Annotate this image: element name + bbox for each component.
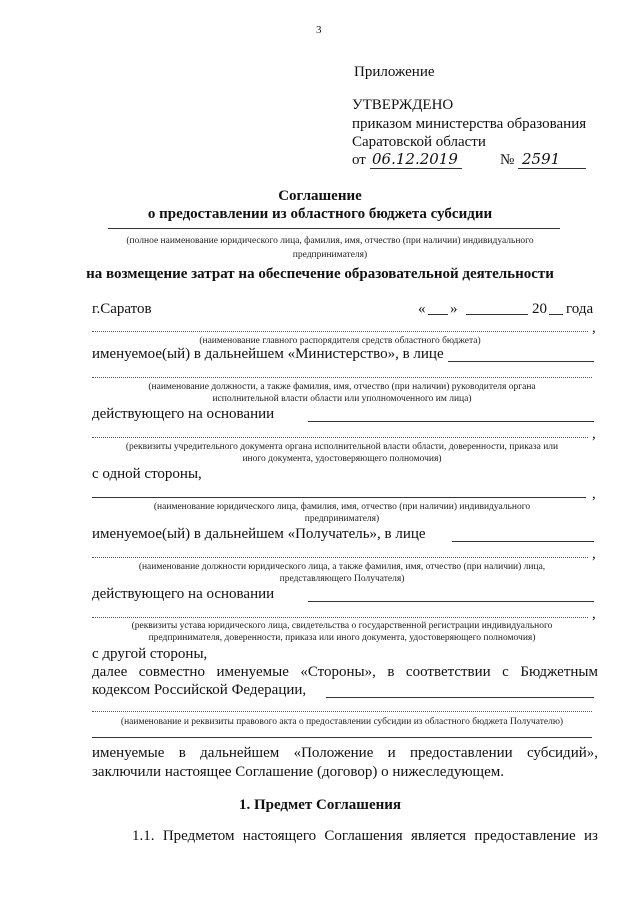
caption-recipient-2: предпринимателя) (304, 514, 380, 524)
caption-recipient-basis-1: (реквизиты устава юридического лица, свидетельства о государственной регистрации индивидуального (131, 621, 553, 631)
paragraph-1-1: 1.1. Предметом настоящего Соглашения является предоставление из (132, 828, 598, 844)
caption-ministry-rep-1: (наименование должности, а также фамилия, имя, отчество (при наличии) руководителя органа (148, 382, 536, 392)
city: г.Саратов (92, 301, 152, 317)
date-close-quote: » (450, 301, 458, 317)
appendix-label: Приложение (354, 64, 435, 80)
caption-recipient-rep-2: представляющего Получателя) (279, 574, 405, 584)
acting-basis-2-line-a (308, 601, 594, 602)
date-open-quote: « (418, 301, 426, 317)
ministry-line: именуемое(ый) в дальнейшем «Министерство», в лице (92, 346, 444, 362)
caption-recipient-rep-1: (наименование должности юридического лица, а также фамилия, имя, отчество (при наличии) лица, (138, 562, 546, 572)
date-underline (370, 168, 462, 169)
caption-ministry-basis-1: (реквизиты учредительного документа органа исполнительной власти области, доверенности, приказа или (125, 442, 559, 452)
caption-recipient-1: (наименование юридического лица, фамилия, имя, отчество (при наличии) индивидуального (153, 502, 531, 512)
month-blank (466, 314, 528, 315)
order-number-handwritten: 2591 (522, 150, 561, 168)
recipient-caption-2: предпринимателя) (292, 250, 368, 260)
acting-basis-1-line-a (308, 421, 594, 422)
order-number-prefix: № (500, 152, 515, 168)
jointly-line: далее совместно именуемые «Стороны», в соответствии с Бюджетным (92, 664, 598, 680)
caption-ministry-rep-2: исполнительной власти области или уполномоченного им лица) (212, 394, 472, 404)
day-blank (428, 314, 448, 315)
order-date-handwritten: 06.12.2019 (372, 150, 458, 168)
one-side: с одной стороны, (92, 466, 202, 482)
year-blank (549, 314, 563, 315)
caption-ministry: (наименование главного распорядителя средств областного бюджета) (199, 336, 481, 346)
comma-3: , (592, 486, 596, 502)
comma-1: , (592, 320, 596, 336)
legal-act-line-b (92, 711, 592, 712)
recipient-rep-line-b (92, 557, 588, 558)
recipient-caption-1: (полное наименование юридического лица, фамилия, имя, отчество (при наличии) индивидуального (126, 236, 534, 246)
number-underline (518, 168, 586, 169)
order-line-2: Саратовской области (352, 134, 486, 150)
acting-basis-2-line-b (92, 617, 588, 618)
recipient-name-line-2 (92, 497, 586, 498)
year-suffix: года (566, 301, 594, 317)
concluded-line: заключили настоящее Соглашение (договор) о нижеследующем. (92, 764, 504, 780)
order-date-prefix: от (352, 152, 366, 168)
acting-basis-1: действующего на основании (92, 406, 275, 422)
legal-act-line-a (326, 697, 594, 698)
agreement-title: Соглашение (278, 188, 362, 204)
comma-5: , (592, 606, 596, 622)
recipient-line: именуемое(ый) в дальнейшем «Получатель», в лице (92, 526, 426, 542)
agreement-subtitle: о предоставлении из областного бюджета субсидии (147, 206, 493, 222)
ministry-name-line (92, 331, 588, 332)
recipient-rep-line-a (452, 541, 594, 542)
legal-act-line-c (92, 737, 592, 738)
approved-label: УТВЕРЖДЕНО (352, 97, 454, 113)
acting-basis-1-line-b (92, 437, 588, 438)
other-side: с другой стороны, (92, 646, 208, 662)
ministry-rep-line-a (448, 361, 594, 362)
named-line: именуемые в дальнейшем «Положение и предоставлении субсидий», (92, 745, 598, 761)
acting-basis-2: действующего на основании (92, 586, 275, 602)
caption-legal-act: (наименование и реквизиты правового акта о предоставлении субсидии из областного бюджета Получателю) (120, 717, 564, 727)
caption-ministry-basis-2: иного документа, удостоверяющего полномочия) (242, 454, 442, 464)
comma-4: , (592, 546, 596, 562)
ministry-rep-line-b (92, 377, 592, 378)
recipient-name-line (108, 228, 560, 229)
code-line: кодексом Российской Федерации, (92, 682, 307, 698)
section-1-heading: 1. Предмет Соглашения (238, 797, 402, 813)
agreement-purpose: на возмещение затрат на обеспечение образовательной деятельности (86, 266, 554, 282)
order-line-1: приказом министерства образования (352, 116, 587, 132)
comma-2: , (592, 426, 596, 442)
page-number: 3 (316, 24, 322, 36)
caption-recipient-basis-2: предпринимателя, доверенности, приказа или иного документа, удостоверяющего полномочия) (148, 633, 536, 643)
year-prefix: 20 (532, 301, 547, 317)
